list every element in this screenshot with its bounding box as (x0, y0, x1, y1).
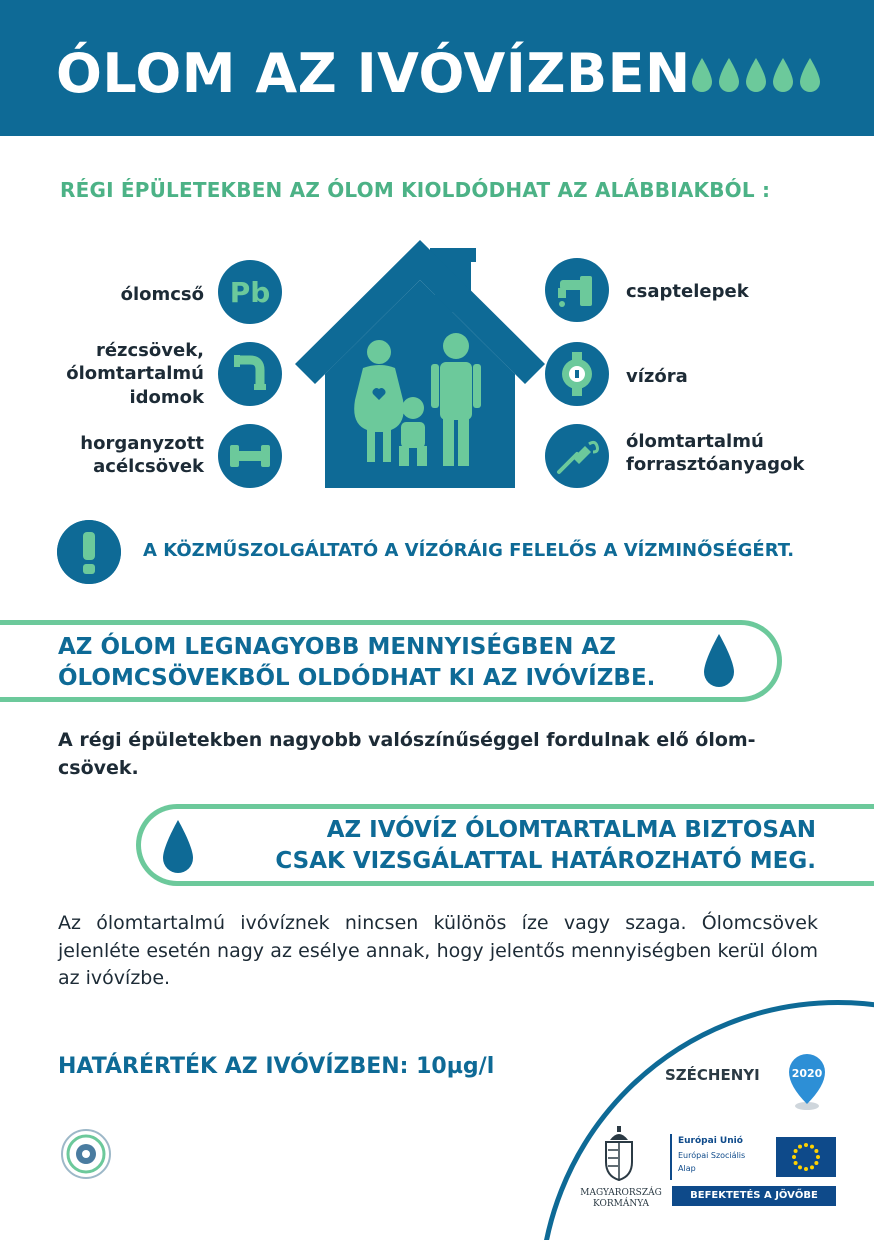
government-label-line1: MAGYARORSZÁG (580, 1188, 662, 1198)
water-drop-icon (163, 820, 193, 874)
szechenyi-2020-logo (787, 1052, 827, 1112)
page-title: ÓLOM AZ IVÓVÍZBEN (56, 42, 691, 105)
pb-icon-text: Pb (229, 275, 271, 309)
szechenyi-logo-text: SZÉCHENYI (665, 1066, 760, 1084)
house-family-icon (295, 240, 545, 490)
source-label-galvanized-pipes: horganyzott acélcsövek (80, 433, 204, 478)
exclamation-icon (57, 520, 121, 584)
eu-label-line2: Európai Szociális (678, 1151, 746, 1160)
source-label-water-meter: vízóra (626, 366, 688, 387)
utility-responsibility-notice: A KÖZMŰSZOLGÁLTATÓ A VÍZÓRÁIG FELELŐS A VÍZMINŐSÉGÉRT. (143, 540, 795, 561)
steel-pipe-icon (218, 424, 282, 488)
soldering-icon (545, 424, 609, 488)
szechenyi-year: 2020 (791, 1067, 823, 1080)
limit-value-heading: HATÁRÉRTÉK AZ IVÓVÍZBEN: 10µg/l (58, 1054, 495, 1079)
government-label-line2: KORMÁNYA (593, 1199, 649, 1209)
source-label-lead-pipe: ólomcső (120, 284, 204, 305)
eu-flag-icon (776, 1137, 836, 1177)
water-meter-icon (545, 342, 609, 406)
eu-divider (670, 1134, 672, 1180)
faucet-icon (545, 258, 609, 322)
water-drops-icon (690, 56, 820, 96)
eu-label-line3: Alap (678, 1164, 696, 1173)
pb-icon (218, 260, 282, 324)
source-label-copper-pipes: rézcsövek, ólomtartalmú idomok (66, 340, 204, 408)
ministry-logo (60, 1128, 112, 1180)
paragraph-old-buildings: A régi épületekben nagyobb valószínűséggel fordulnak elő ólom-csövek. (58, 729, 756, 779)
paragraph-taste-smell: Az ólomtartalmú ivóvíznek nincsen különös íze vagy szaga. Ólomcsövek jelenléte esetén nagy az esélye annak, hogy jelentős mennyiségben kerül ólom az ivóvízbe. (58, 912, 818, 990)
source-label-solder: ólomtartalmú forrasztóanyagok (626, 431, 805, 476)
header-bar (0, 0, 874, 136)
coat-of-arms-icon (602, 1126, 636, 1182)
banner-1-text: AZ ÓLOM LEGNAGYOBB MENNYISÉGBEN AZ ÓLOMCSÖVEKBŐL OLDÓDHAT KI AZ IVÓVÍZBE. (58, 634, 656, 692)
banner-2-text: AZ IVÓVÍZ ÓLOMTARTALMA BIZTOSAN CSAK VIZSGÁLATTAL HATÁROZHATÓ MEG. (275, 817, 816, 875)
eu-investment-banner: BEFEKTETÉS A JÖVŐBE (672, 1186, 836, 1206)
eu-label-line1: Európai Unió (678, 1136, 743, 1146)
elbow-pipe-icon (218, 342, 282, 406)
intro-heading: RÉGI ÉPÜLETEKBEN AZ ÓLOM KIOLDÓDHAT AZ ALÁBBIAKBÓL : (60, 178, 771, 202)
water-drop-icon (704, 634, 734, 688)
source-label-faucets: csaptelepek (626, 281, 749, 302)
